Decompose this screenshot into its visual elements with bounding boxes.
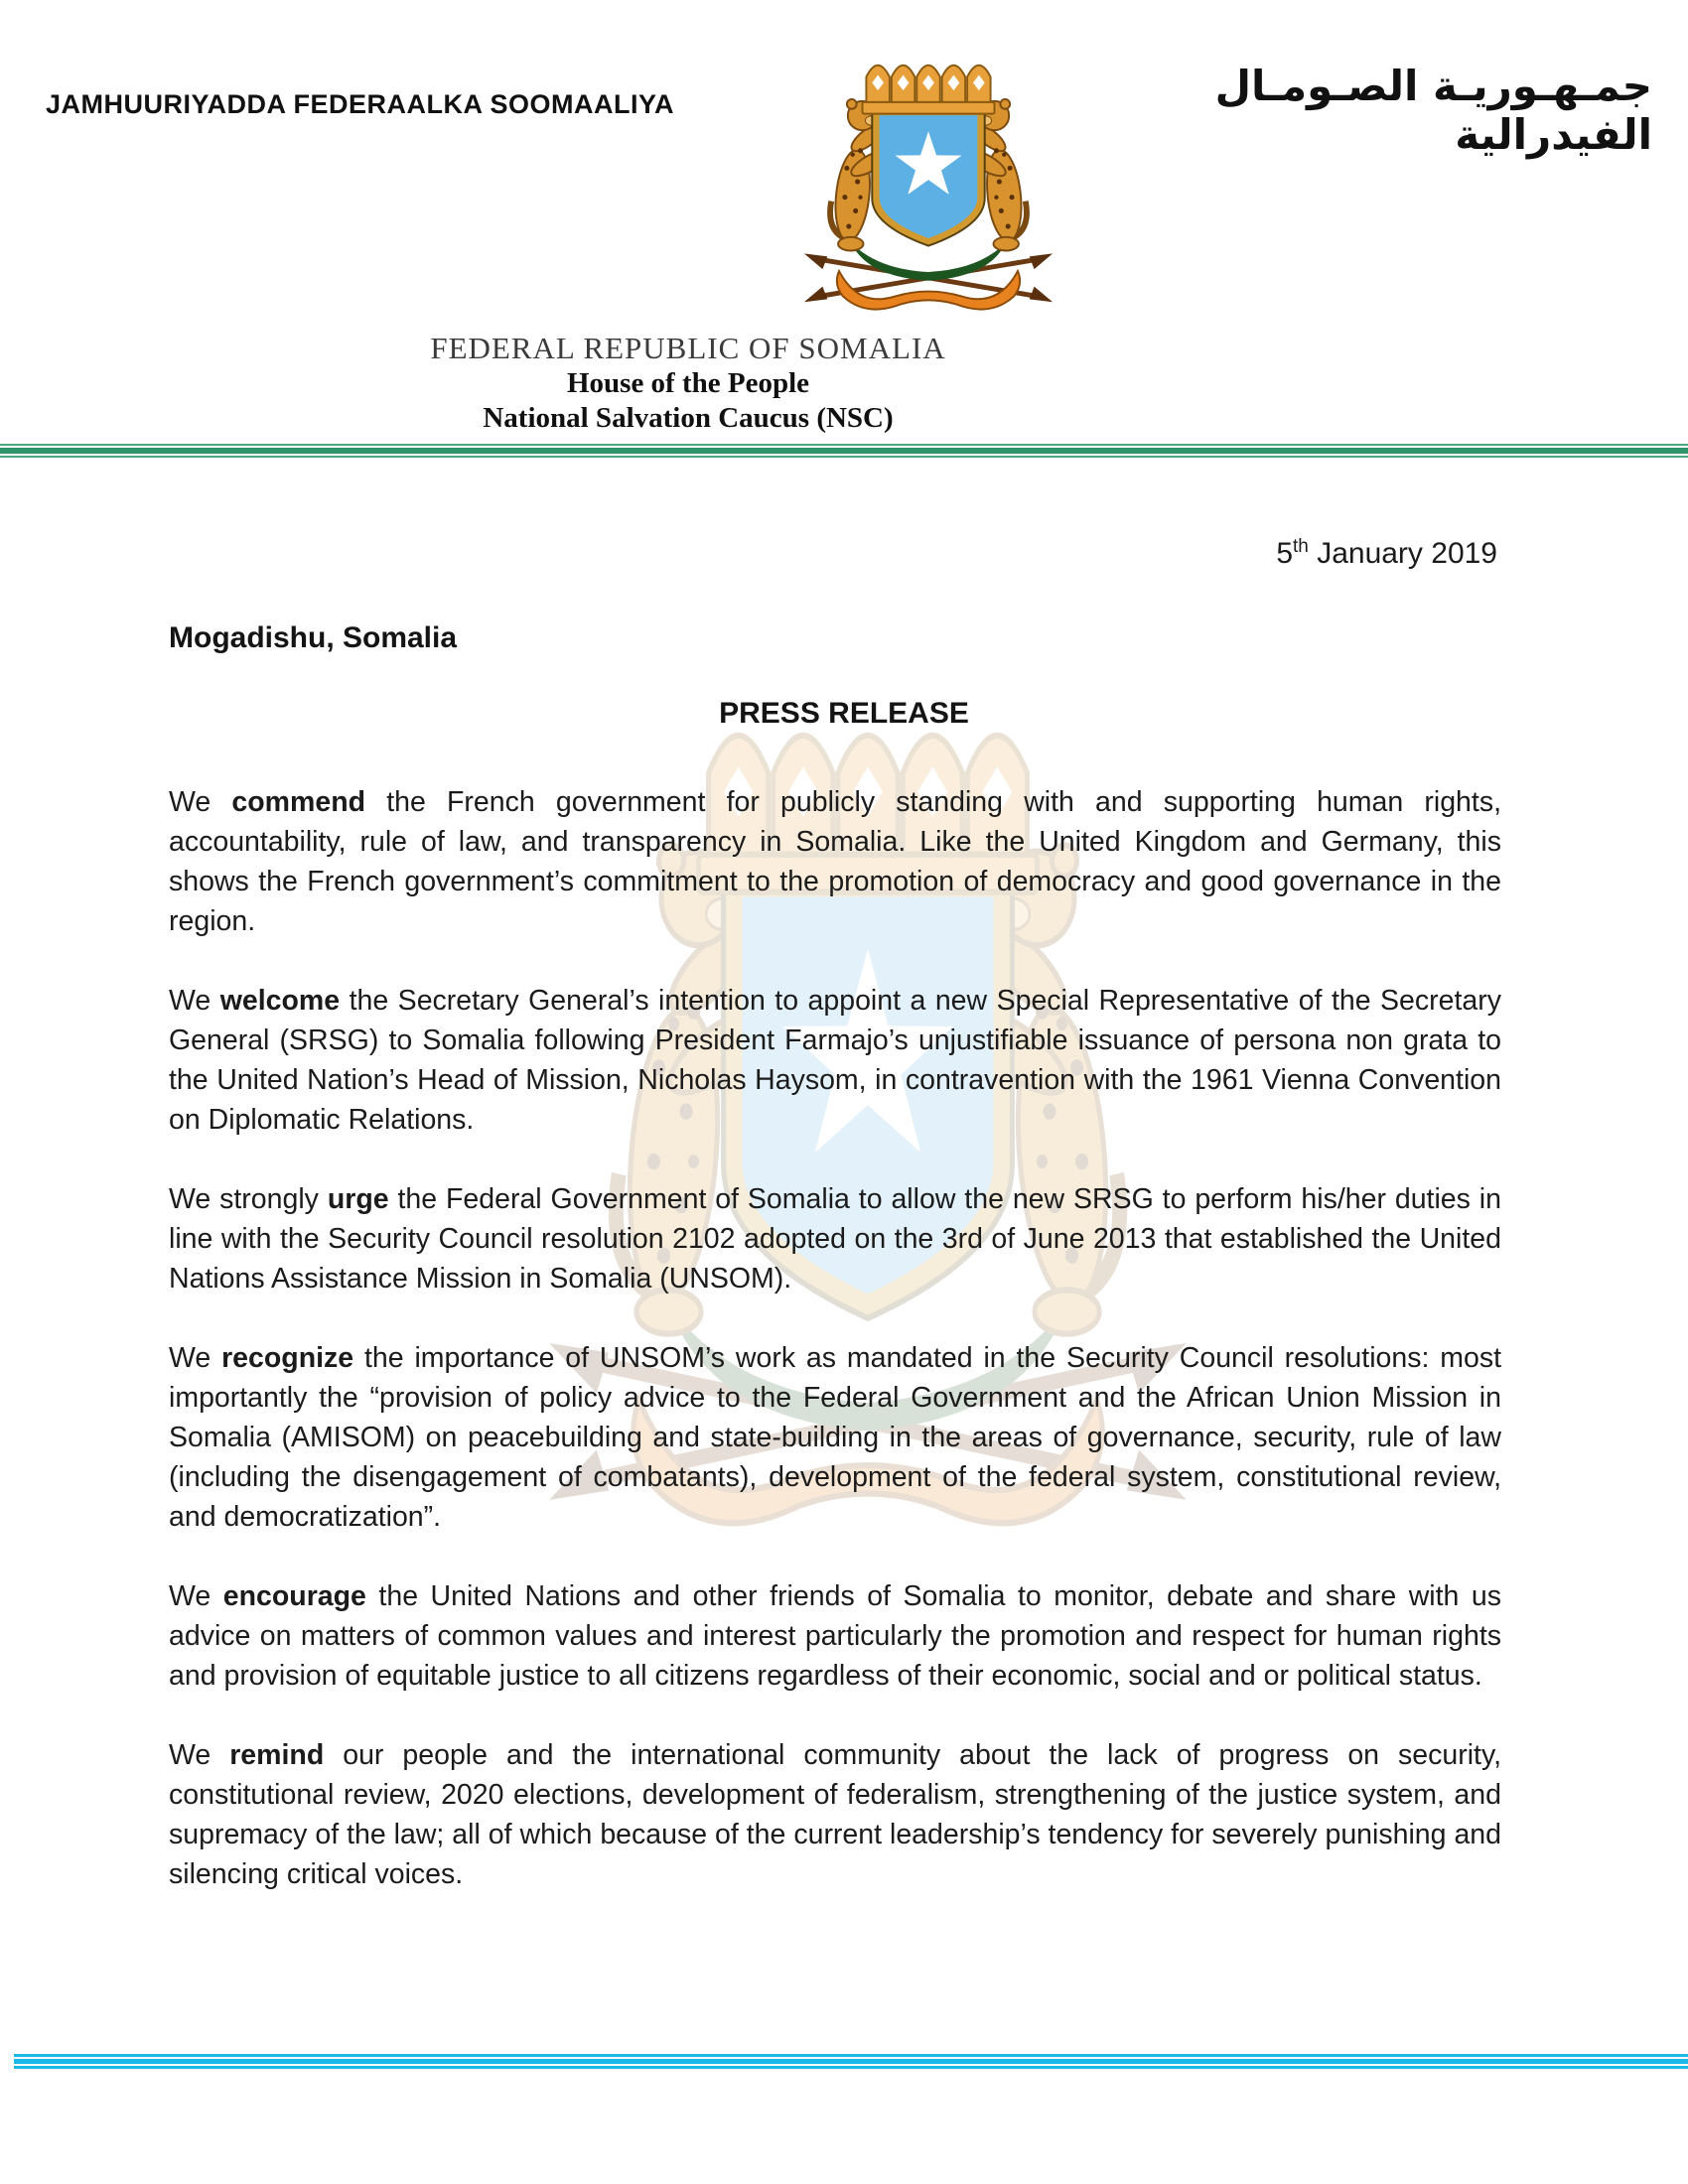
date-rest: January 2019 xyxy=(1308,537,1497,570)
paragraph-text: our people and the international community about the lack of progress on security, constitutional review, 2020 elections, development of federalism, strengthening of the justice system, and supremacy of the law; all of which because of the current leadership’s tendency for severely punishing and silencing critical voices. xyxy=(169,1739,1501,1890)
paragraph xyxy=(169,981,1501,1140)
paragraph-text: We xyxy=(169,985,220,1017)
paragraph-text: the United Nations and other friends of Somalia to monitor, debate and share with us advice on matters of common values and interest particularly the promotion and respect for human rights and provision of equitable justice to all citizens regardless of their economic, social and or political status. xyxy=(169,1580,1502,1692)
paragraph-text: We xyxy=(169,1580,223,1612)
paragraph-text: the importance of UNSOM’s work as mandated in the Security Council resolutions: most importantly the “provision of policy advice to the Federal Government and the African Union Mission in Somalia (AMISOM) on peacebuilding and state-building in the areas of governance, security, rule of law (including the disengagement of combatants), development of the federal system, constitutional review, and democratization”. xyxy=(169,1342,1502,1533)
paragraph-text: the French government for publicly standing with and supporting human rights, accountability, rule of law, and transparency in Somalia. Like the United Kingdom and Germany, this shows the French government’s commitment to the promotion of democracy and good governance in the region. xyxy=(169,786,1501,937)
paragraph-keyword: recognize xyxy=(221,1342,354,1374)
paragraph xyxy=(169,782,1501,941)
arabic-title: جمـهـوريـة الصـومـال الفيدرالية xyxy=(1214,62,1652,159)
paragraph xyxy=(169,1338,1501,1537)
paragraph-text: We xyxy=(169,1739,230,1771)
somalia-coat-of-arms-icon xyxy=(782,54,1074,316)
paragraph xyxy=(169,1576,1501,1696)
press-release-title: PRESS RELEASE xyxy=(719,697,969,730)
paragraph-keyword: welcome xyxy=(219,985,341,1017)
org-name: FEDERAL REPUBLIC OF SOMALIA xyxy=(430,331,946,365)
paragraph-text: the Federal Government of Somalia to allow the new SRSG to perform his/her duties in line with the Security Council resolution 2102 adopted on the 3rd of June 2013 that established the United Nations Assistance Mission in Somalia (UNSOM). xyxy=(169,1183,1501,1295)
paragraph-keyword: remind xyxy=(229,1739,325,1771)
paragraph xyxy=(169,1179,1501,1298)
paragraph-text: the Secretary General’s intention to appoint a new Special Representative of the Secretary General (SRSG) to Somalia following President Farmajo’s unjustifiable issuance of persona non grata to the United Nation’s Head of Mission, Nicholas Haysom, in contravention with the 1961 Vienna Convention on Diplomatic Relations. xyxy=(169,985,1501,1136)
org-house: House of the People xyxy=(566,367,810,399)
paragraph-text: We xyxy=(169,1342,222,1374)
date-ordinal: th xyxy=(1293,536,1309,557)
org-block xyxy=(341,331,1036,436)
location-line: Mogadishu, Somalia xyxy=(169,621,458,654)
somali-title: JAMHUURIYADDA FEDERAALKA SOOMAALIYA xyxy=(46,89,675,119)
paragraph-keyword: urge xyxy=(327,1183,389,1215)
green-divider xyxy=(0,444,1688,458)
paragraph-keyword: encourage xyxy=(222,1580,366,1612)
cyan-divider xyxy=(14,2054,1688,2069)
paragraph xyxy=(169,1735,1501,1894)
paragraph-text: We xyxy=(169,786,232,818)
paragraph-keyword: commend xyxy=(231,786,366,818)
paragraph-text: We strongly xyxy=(169,1183,328,1215)
date-line xyxy=(1276,536,1497,571)
press-release-body xyxy=(169,782,1501,1934)
date-day: 5 xyxy=(1276,537,1293,570)
org-caucus: National Salvation Caucus (NSC) xyxy=(483,402,894,434)
